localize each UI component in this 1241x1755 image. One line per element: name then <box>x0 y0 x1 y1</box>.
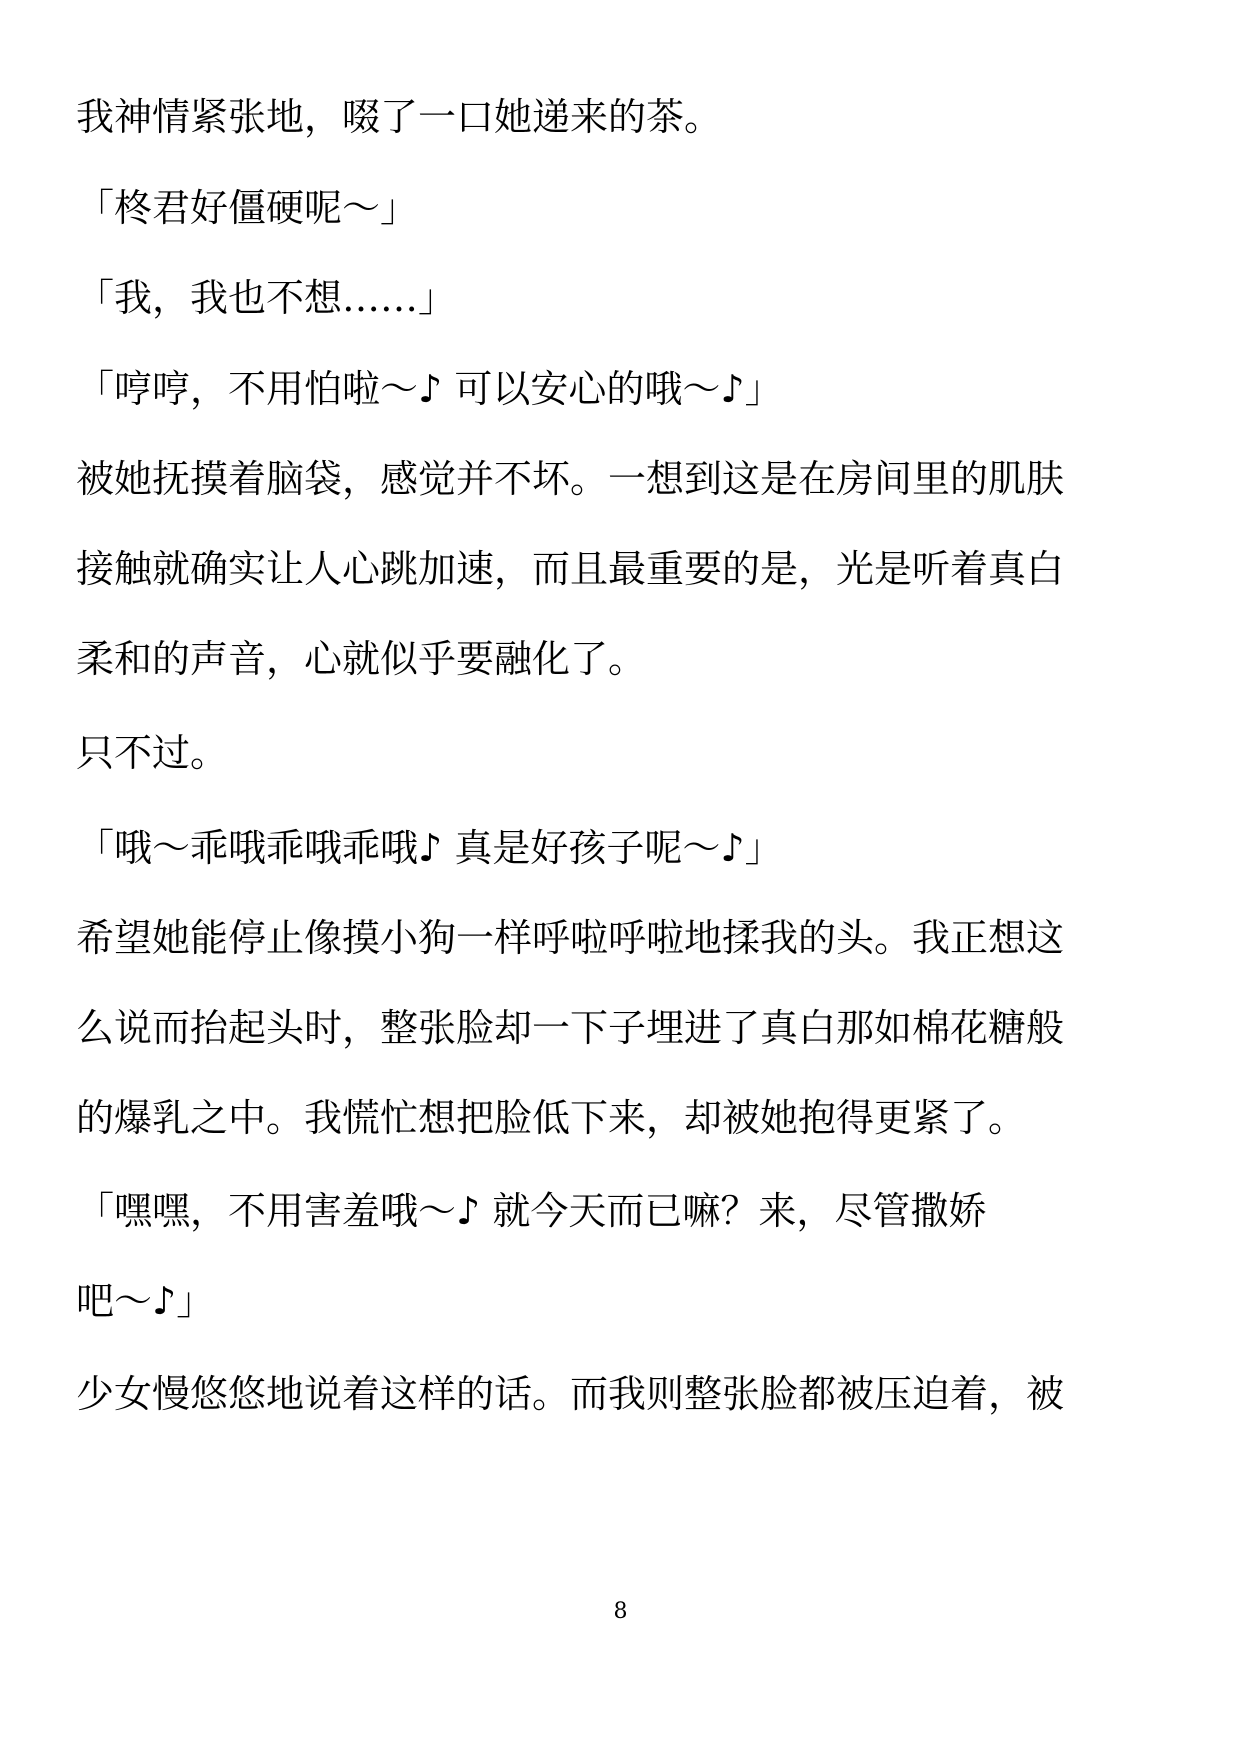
text-line: 被她抚摸着脑袋，感觉并不坏。一想到这是在房间里的肌肤 <box>76 457 1065 501</box>
text-line: 「嘿嘿，不用害羞哦～♪ 就今天而已嘛？来，尽管撒娇 <box>76 1189 987 1233</box>
text-line: 少女慢悠悠地说着这样的话。而我则整张脸都被压迫着，被 <box>76 1372 1065 1416</box>
text-line: 么说而抬起头时，整张脸却一下子埋进了真白那如棉花糖般 <box>76 1006 1065 1050</box>
text-line: 我神情紧张地，啜了一口她递来的茶。 <box>76 95 723 139</box>
text-line: 「哦～乖哦乖哦乖哦♪ 真是好孩子呢～♪」 <box>76 826 783 870</box>
text-line: 只不过。 <box>76 731 229 775</box>
text-line: 希望她能停止像摸小狗一样呼啦呼啦地揉我的头。我正想这 <box>76 916 1065 960</box>
text-line: 柔和的声音，心就似乎要融化了。 <box>76 637 647 681</box>
text-line: 「柊君好僵硬呢～」 <box>76 186 419 230</box>
text-line: 吧～♪」 <box>76 1279 215 1323</box>
text-line: 「哼哼，不用怕啦～♪ 可以安心的哦～♪」 <box>76 367 783 411</box>
text-line: 的爆乳之中。我慌忙想把脸低下来，却被她抱得更紧了。 <box>76 1096 1027 1140</box>
page-number: 8 <box>613 1599 628 1624</box>
text-line: 「我，我也不想……」 <box>76 276 457 320</box>
text-line: 接触就确实让人心跳加速，而且最重要的是，光是听着真白 <box>76 547 1065 591</box>
